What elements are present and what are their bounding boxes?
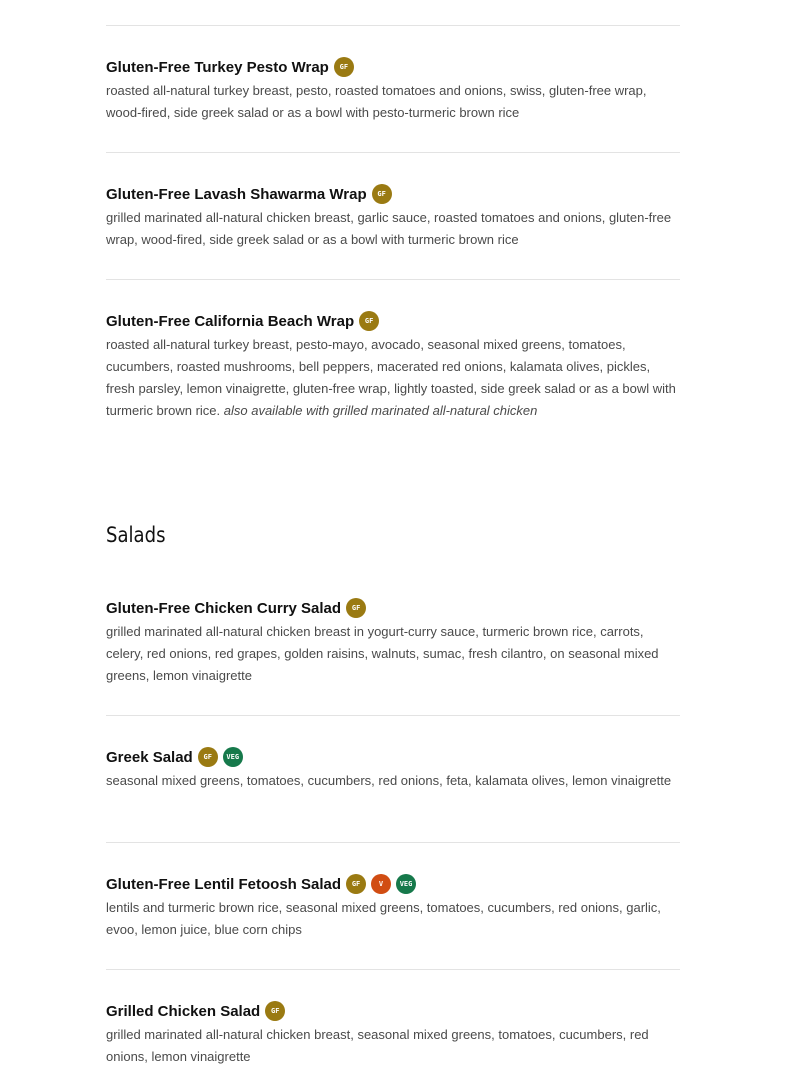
- menu-item-california-beach-wrap: [106, 310, 680, 422]
- item-description: roasted all-natural turkey breast, pesto, roasted tomatoes and onions, swiss, gluten-free wrap, wood-fired, side greek salad or as a bowl with pesto-turmeric brown rice: [106, 83, 647, 120]
- item-description: grilled marinated all-natural chicken breast in yogurt-curry sauce, turmeric brown rice, carrots, celery, red onions, red grapes, golden raisins, walnuts, sumac, fresh cilantro, on seasonal mixed greens, lemon vinaigrette: [106, 624, 659, 683]
- item-description: grilled marinated all-natural chicken breast, seasonal mixed greens, tomatoes, cucumbers, red onions, lemon vinaigrette: [106, 1027, 649, 1064]
- item-description: seasonal mixed greens, tomatoes, cucumbers, red onions, feta, kalamata olives, lemon vinaigrette: [106, 773, 672, 788]
- item-name: Grilled Chicken Salad: [106, 1002, 261, 1020]
- item-description: [106, 334, 680, 422]
- gluten-free-badge-icon: GF: [346, 598, 366, 618]
- item-divider: [106, 152, 680, 153]
- vegetarian-badge-icon: VEG: [223, 747, 243, 767]
- item-divider: [106, 25, 680, 26]
- item-divider: [106, 279, 680, 280]
- section-title-salads: Salads: [106, 523, 166, 547]
- gluten-free-badge-icon: GF: [346, 874, 366, 894]
- item-divider: [106, 842, 680, 843]
- gluten-free-badge-icon: GF: [198, 747, 218, 767]
- item-description: lentils and turmeric brown rice, seasonal mixed greens, tomatoes, cucumbers, red onions, garlic, evoo, lemon juice, blue corn chips: [106, 900, 661, 937]
- item-note: also available with grilled marinated all-natural chicken: [223, 403, 538, 418]
- item-name: Greek Salad: [106, 748, 193, 766]
- menu-item-greek-salad: [106, 746, 680, 792]
- gluten-free-badge-icon: GF: [265, 1001, 285, 1021]
- menu-item-chicken-curry-salad: [106, 597, 680, 687]
- item-name: Gluten-Free Turkey Pesto Wrap: [106, 58, 329, 76]
- menu-item-lentil-fetoosh-salad: [106, 873, 680, 941]
- item-divider: [106, 715, 680, 716]
- vegan-badge-icon: V: [371, 874, 391, 894]
- gluten-free-badge-icon: GF: [334, 57, 354, 77]
- item-name: Gluten-Free Chicken Curry Salad: [106, 599, 342, 617]
- item-name: Gluten-Free Lavash Shawarma Wrap: [106, 185, 367, 203]
- item-description-text: roasted all-natural turkey breast, pesto-mayo, avocado, seasonal mixed greens, tomatoes, cucumbers, roasted mushrooms, bell peppers, macerated red onions, kalamata olives, pickles, fresh parsley, lemon vinaigrette, gluten-free wrap, lightly toasted, side greek salad or as a bowl with turmeric brown rice.: [106, 337, 676, 418]
- gluten-free-badge-icon: GF: [359, 311, 379, 331]
- menu-item-grilled-chicken-salad: [106, 1000, 680, 1068]
- menu-item-lavash-shawarma-wrap: [106, 183, 680, 251]
- item-name: Gluten-Free Lentil Fetoosh Salad: [106, 875, 342, 893]
- item-divider: [106, 969, 680, 970]
- menu-item-turkey-pesto-wrap: [106, 56, 680, 124]
- item-description: grilled marinated all-natural chicken breast, garlic sauce, roasted tomatoes and onions, gluten-free wrap, wood-fired, side greek salad or as a bowl with turmeric brown rice: [106, 210, 672, 247]
- gluten-free-badge-icon: GF: [372, 184, 392, 204]
- vegetarian-badge-icon: VEG: [396, 874, 416, 894]
- item-name: Gluten-Free California Beach Wrap: [106, 312, 355, 330]
